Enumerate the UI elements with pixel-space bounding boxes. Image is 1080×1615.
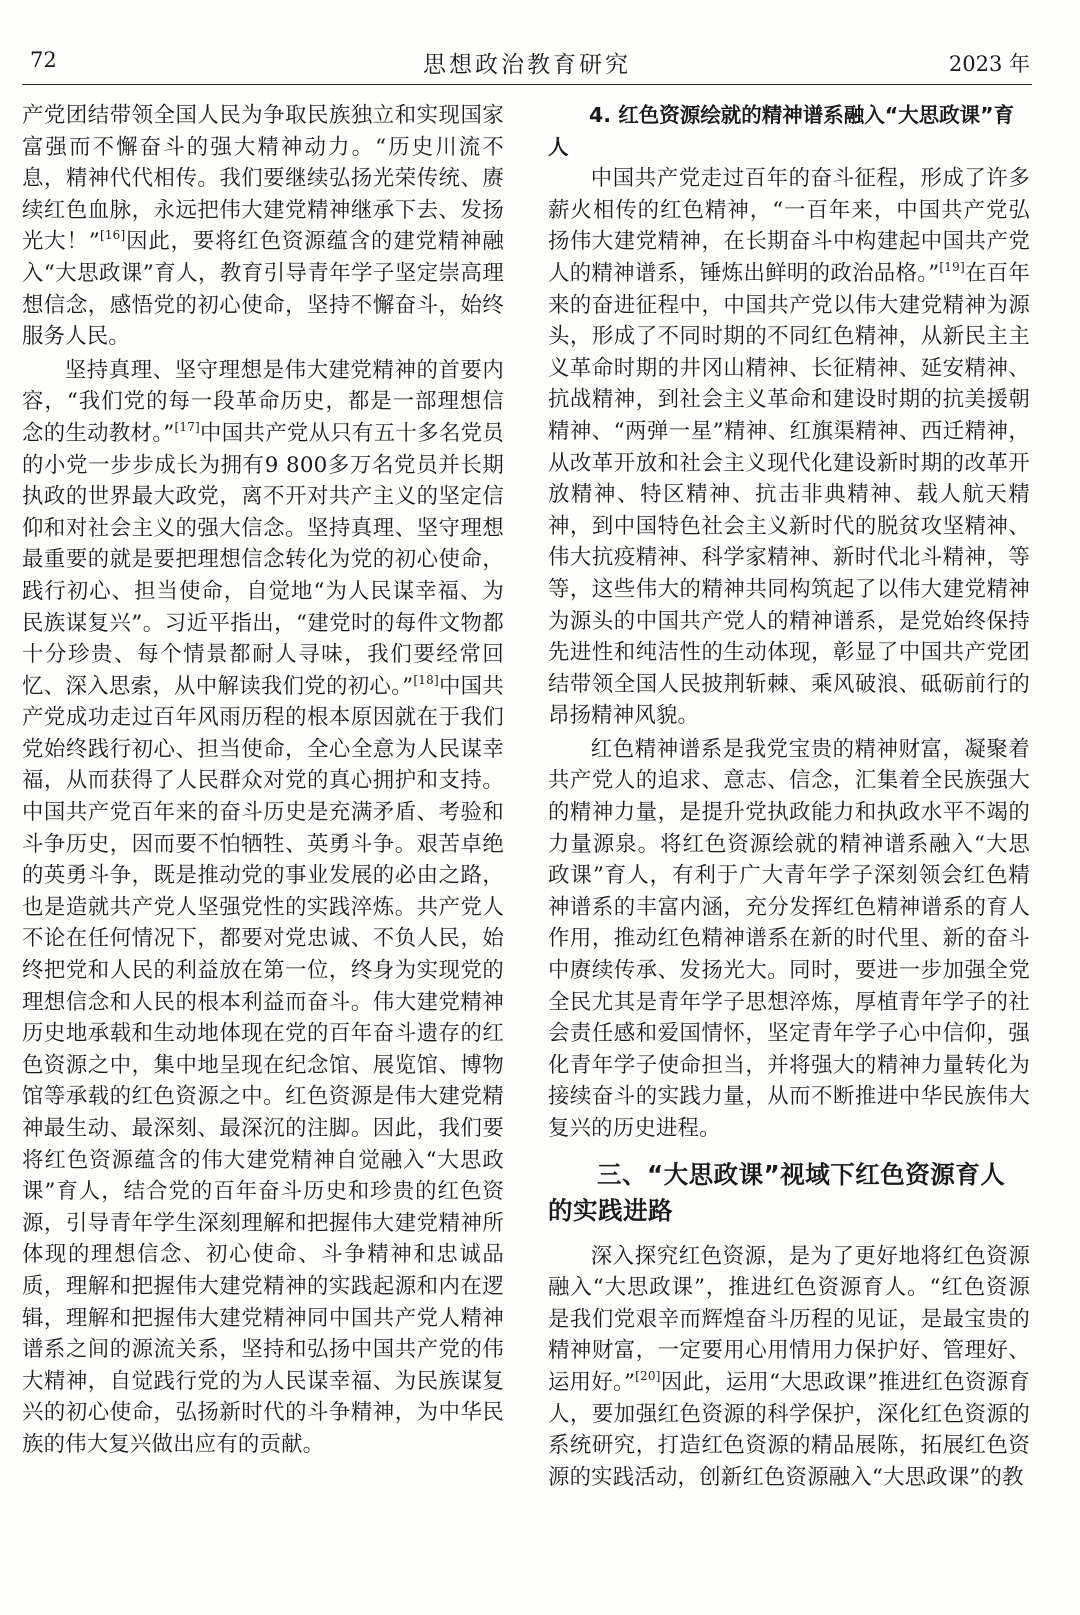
paragraph-text: 产党团结带领全国人民为争取民族独立和实现国家富强而不懈奋斗的强大精神动力。“历史川流不息，精神代代相传。我们要继续弘扬光荣传统、赓续红色血脉，永远把伟大建党精神继承下去、发扬光大！”: [22, 103, 504, 255]
paragraph-text: 中国共产党成功走过百年风雨历程的根本原因就在于我们党始终践行初心、担当使命，全心全意为人民谋幸福，从而获得了人民群众对党的真心拥护和支持。中国共产党百年来的奋斗历史是充满矛盾、考验和斗争历史，因而要不怕牺牲、英勇斗争。艰苦卓绝的英勇斗争，既是推动党的事业发展的必由之路，也是造就共产党人坚强党性的实践淬炼。共产党人不论在任何情况下，都要对党忠诚、不负人民，始终把党和人民的利益放在第一位，终身为实现党的理想信念和人民的根本利益而奋斗。伟大建党精神历史地承载和生动地体现在党的百年奋斗遗存的红色资源之中，集中地呈现在纪念馆、展览馆、博物馆等承载的红色资源之中。红色资源是伟大建党精神最生动、最深刻、最深沉的注脚。因此，我们要将红色资源蕴含的伟大建党精神自觉融入“大思政课”育人，结合党的百年奋斗历史和珍贵的红色资源，引导青年学生深刻理解和把握伟大建党精神所体现的理想信念、初心使命、斗争精神和忠诚品质，理解和把握伟大建党精神的实践起源和内在逻辑，理解和把握伟大建党精神同中国共产党人精神谱系之间的源流关系，坚持和弘扬中国共产党的伟大精神，自觉践行党的为人民谋幸福、为民族谋复兴的初心使命，弘扬新时代的斗争精神，为中华民族的伟大复兴做出应有的贡献。: [22, 673, 504, 1457]
citation-ref: [18]: [413, 672, 439, 687]
paragraph-text: 坚持真理、坚守理想是伟大建党精神的首要内容，“我们党的每一段革命历史，都是一部理想信念的生动教材。”: [22, 357, 504, 446]
paragraph-text: 在百年来的奋进征程中，中国共产党以伟大建党精神为源头，形成了不同时期的不同红色精神，从新民主主义革命时期的井冈山精神、长征精神、延安精神、抗战精神，到社会主义革命和建设时期的抗美援朝精神、“两弹一星”精神、红旗渠精神、西迁精神，从改革开放和社会主义现代化建设新时期的改革开放精神、特区精神、抗击非典精神、载人航天精神，到中国特色社会主义新时代的脱贫攻坚精神、伟大抗疫精神、科学家精神、新时代北斗精神，等等，这些伟大的精神共同构筑起了以伟大建党精神为源头的中国共产党人的精神谱系，是党始终保持先进性和纯洁性的生动体现，彰显了中国共产党团结带领全国人民披荆斩棘、乘风破浪、砥砺前行的昂扬精神风貌。: [548, 260, 1030, 729]
citation-ref: [19]: [939, 259, 965, 274]
right-column: [548, 100, 1030, 1493]
paragraph-continued: [22, 100, 504, 353]
paragraph-text: 中国共产党从只有五十多名党员的小党一步步成长为拥有9 800多万名党员并长期执政的世界最大政党，离不开对共产主义的坚定信仰和对社会主义的强大信念。坚持真理、坚守理想最重要的就是要把理想信念转化为党的初心使命，践行初心、担当使命，自觉地“为人民谋幸福、为民族谋复兴”。习近平指出，“建党时的每件文物都十分珍贵、每个情景都耐人寻味，我们要经常回忆、深入思索，从中解读我们党的初心。”: [22, 420, 504, 699]
paragraph-text: 中国共产党走过百年的奋斗征程，形成了许多薪火相传的红色精神，“一百年来，中国共产党弘扬伟大建党精神，在长期奋斗中构建起中国共产党人的精神谱系，锤炼出鲜明的政治品格。”: [548, 166, 1030, 286]
issue-year: 2023 年: [948, 52, 1030, 76]
section-heading: 三、“大思政课”视域下红色资源育人的实践进路: [548, 1159, 1006, 1225]
paragraph: [548, 163, 1030, 732]
paragraph: [548, 1241, 1030, 1494]
citation-ref: [17]: [174, 419, 200, 434]
running-header: [22, 44, 1032, 85]
journal-title: 思想政治教育研究: [423, 52, 631, 78]
left-column: [22, 100, 504, 1461]
subsection-heading: 4. 红色资源绘就的精神谱系融入“大思政课”育人: [548, 103, 1015, 159]
citation-ref: [20]: [635, 1368, 661, 1383]
paragraph: [22, 355, 504, 1461]
paragraph-text: 因此，要将红色资源蕴含的建党精神融入“大思政课”育人，教育引导青年学子坚定崇高理想信念，感悟党的初心使命，坚持不懈奋斗，始终服务人民。: [22, 229, 504, 350]
paragraph-text: 因此，运用“大思政课”推进红色资源育人，要加强红色资源的科学保护，深化红色资源的系统研究，打造红色资源的精品展陈，拓展红色资源的实践活动，创新红色资源融入“大思政课”的教: [548, 1369, 1030, 1490]
paragraph: 红色精神谱系是我党宝贵的精神财富，凝聚着共产党人的追求、意志、信念，汇集着全民族强大的精神力量，是提升党执政能力和执政水平不竭的力量源泉。将红色资源绘就的精神谱系融入“大思政课”育人，有利于广大青年学子深刻领会红色精神谱系的丰富内涵，充分发挥红色精神谱系的育人作用，推动红色精神谱系在新的时代里、新的奋斗中赓续传承、发扬光大。同时，要进一步加强全党全民尤其是青年学子思想淬炼，厚植青年学子的社会责任感和爱国情怀，坚定青年学子心中信仰，强化青年学子使命担当，并将强大的精神力量转化为接续奋斗的实践力量，从而不断推进中华民族伟大复兴的历史进程。: [548, 736, 1030, 1141]
page-number: 72: [30, 48, 57, 72]
paragraph-text: 深入探究红色资源，是为了更好地将红色资源融入“大思政课”，推进红色资源育人。“红色资源是我们党艰辛而辉煌奋斗历程的见证，是最宝贵的精神财富，一定要用心用情用力保护好、管理好、运用好。”: [548, 1243, 1030, 1395]
citation-ref: [16]: [99, 228, 126, 243]
